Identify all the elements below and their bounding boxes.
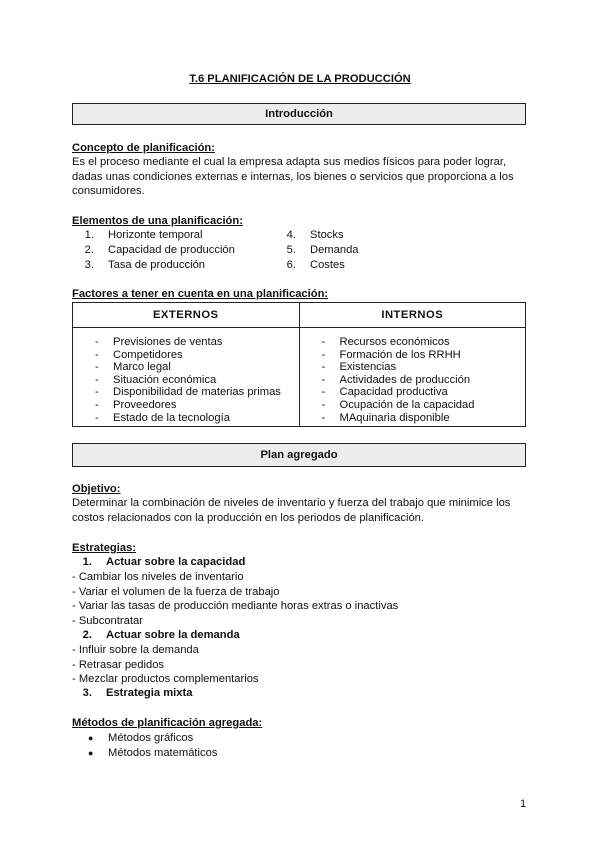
list-item: - Retrasar pedidos xyxy=(72,658,165,671)
item-text: Marco legal xyxy=(113,361,171,374)
item-number: 3. xyxy=(84,259,94,271)
bullet-icon: ● xyxy=(88,733,94,743)
factores-table-header xyxy=(73,303,525,328)
page-title: T.6 PLANIFICACIÓN DE LA PRODUCCIÓN xyxy=(189,73,411,85)
list-item: - Variar las tasas de producción mediante horas extras o inactivas xyxy=(72,600,399,613)
estrategias-heading: Estrategias: xyxy=(72,542,137,554)
list-item: - Existencias xyxy=(321,361,397,374)
list-item: - Disponibilidad de materias primas xyxy=(95,386,281,399)
list-item: - Formación de los RRHH xyxy=(321,348,461,361)
metodos-heading: Métodos de planificación agregada: xyxy=(72,717,263,729)
list-item: - Variar el volumen de la fuerza de trabajo xyxy=(72,585,280,598)
metodos-list xyxy=(88,731,217,761)
item-number: 5. xyxy=(286,244,296,256)
objetivo-paragraph xyxy=(72,496,528,525)
factores-table xyxy=(72,302,526,427)
list-item: - Ocupación de la capacidad xyxy=(321,398,475,411)
section-header-introduccion: Introducción xyxy=(72,103,526,125)
list-item: - Recursos económicos xyxy=(321,336,450,348)
column-header-internos: INTERNOS xyxy=(381,308,444,321)
internos-column xyxy=(300,328,526,426)
section-header-plan-agregado: Plan agregado xyxy=(72,443,526,467)
item-text: Stocks xyxy=(310,229,344,241)
item-text: Recursos económicos xyxy=(339,336,450,348)
list-item xyxy=(74,228,235,243)
item-text: Demanda xyxy=(310,244,359,256)
item-text: Proveedores xyxy=(113,398,177,411)
list-item: - Influir sobre la demanda xyxy=(72,644,199,656)
column-header-externos: EXTERNOS xyxy=(73,303,300,327)
item-text: Estrategia mixta xyxy=(106,687,193,699)
elementos-list-left xyxy=(74,228,235,273)
concepto-line: dadas unas condiciones externas e internas, los bienes o servicios que proporciona a los xyxy=(72,170,514,183)
list-item xyxy=(276,258,359,273)
concepto-line: consumidores. xyxy=(72,185,145,198)
item-text: Actuar sobre la demanda xyxy=(106,629,240,641)
list-item xyxy=(88,731,217,746)
objetivo-heading: Objetivo: xyxy=(72,483,121,495)
item-text: Existencias xyxy=(339,361,397,374)
item-text: Previsiones de ventas xyxy=(113,336,223,348)
list-item: - Mezclar productos complementarios xyxy=(72,673,259,686)
list-item: - Marco legal xyxy=(95,361,171,374)
strategy-1-list xyxy=(72,570,398,628)
elementos-list-right xyxy=(276,228,359,273)
factores-heading: Factores a tener en cuenta en una planificación: xyxy=(72,288,329,300)
item-number: 1. xyxy=(82,556,92,568)
list-item: - Subcontratar xyxy=(72,614,143,627)
item-text: Costes xyxy=(310,259,345,271)
strategy-3-title xyxy=(72,686,192,701)
list-item xyxy=(276,228,359,243)
list-item: - Situación económica xyxy=(95,373,217,386)
list-item xyxy=(88,746,217,761)
bullet-icon: ● xyxy=(88,748,94,758)
item-text: Horizonte temporal xyxy=(108,229,203,241)
item-number: 3. xyxy=(82,687,92,699)
item-text: Estado de la tecnología xyxy=(113,411,230,424)
objetivo-line: Determinar la combinación de niveles de inventario y fuerza del trabajo que minimice los xyxy=(72,497,511,509)
item-number: 2. xyxy=(84,244,94,256)
list-item: - Competidores xyxy=(95,348,183,361)
list-item: - Previsiones de ventas xyxy=(95,336,223,348)
item-text: Métodos matemáticos xyxy=(108,747,218,759)
list-item: - Actividades de producción xyxy=(321,373,471,386)
page-number: 1 xyxy=(520,798,527,810)
list-item: - Estado de la tecnología xyxy=(95,411,230,424)
list-item: - Cambiar los niveles de inventario xyxy=(72,571,244,583)
concepto-paragraph xyxy=(72,155,528,199)
concepto-heading: Concepto de planificación: xyxy=(72,142,215,154)
item-text: Capacidad de producción xyxy=(108,244,235,256)
item-number: 2. xyxy=(82,629,92,641)
item-number: 4. xyxy=(286,229,296,241)
item-text: Formación de los RRHH xyxy=(339,348,461,361)
list-item: - MAquinaria disponible xyxy=(321,411,450,424)
strategy-2-list xyxy=(72,643,259,687)
strategy-2-title xyxy=(72,628,240,643)
list-item: - Proveedores xyxy=(95,398,177,411)
item-text: Tasa de producción xyxy=(108,259,206,271)
item-number: 1. xyxy=(84,229,94,241)
item-text: Actuar sobre la capacidad xyxy=(106,556,246,568)
list-item xyxy=(276,243,359,258)
item-text: Capacidad productiva xyxy=(339,386,448,399)
item-text: Situación económica xyxy=(113,373,217,386)
externos-column xyxy=(73,328,300,426)
item-text: Competidores xyxy=(113,348,183,361)
item-text: MAquinaria disponible xyxy=(339,411,450,424)
concepto-line: Es el proceso mediante el cual la empresa adapta sus medios físicos para poder lograr, xyxy=(72,156,507,168)
internos-list xyxy=(300,336,526,424)
factores-table-body xyxy=(73,328,525,426)
list-item xyxy=(74,243,235,258)
item-text: Ocupación de la capacidad xyxy=(339,398,475,411)
strategy-1-title xyxy=(72,555,245,570)
list-item xyxy=(74,258,235,273)
item-text: Disponibilidad de materias primas xyxy=(113,386,281,399)
list-item: - Capacidad productiva xyxy=(321,386,448,399)
item-text: Métodos gráficos xyxy=(108,732,194,744)
item-number: 6. xyxy=(286,259,296,271)
item-text: Actividades de producción xyxy=(339,373,471,386)
externos-list xyxy=(73,336,299,424)
elementos-heading: Elementos de una planificación: xyxy=(72,215,243,227)
objetivo-line: costos relacionados con la producción en los periodos de planificación. xyxy=(72,511,425,524)
